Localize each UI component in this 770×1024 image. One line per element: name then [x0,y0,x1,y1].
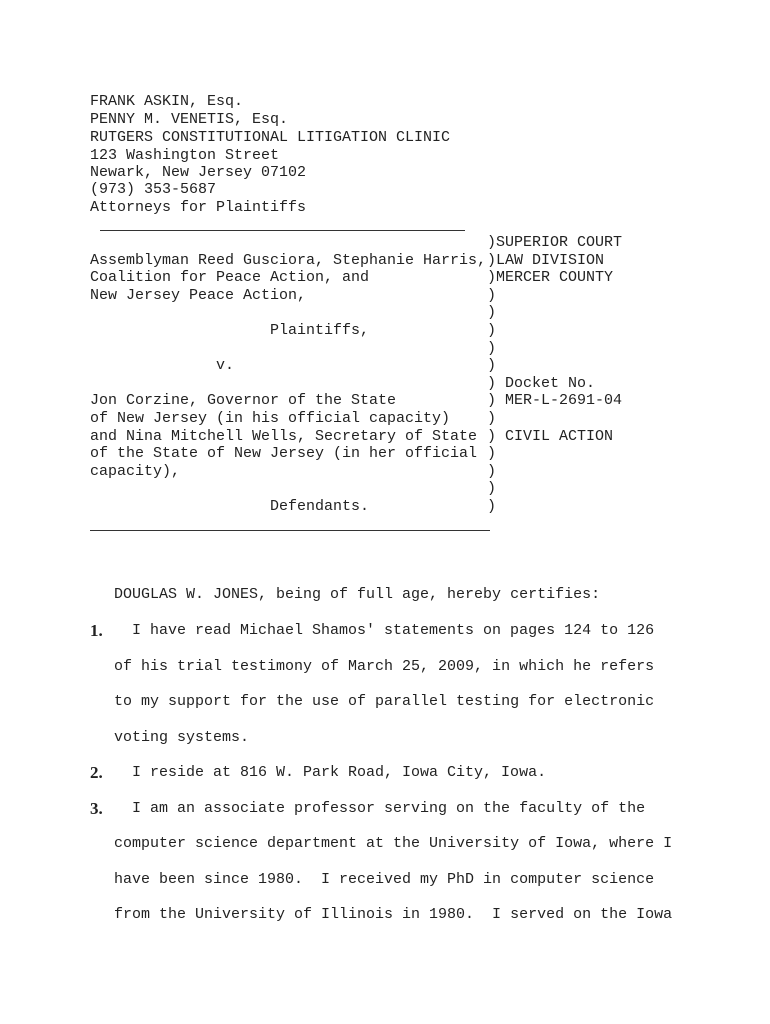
caption-party-line: and Nina Mitchell Wells, Secretary of State [90,427,478,445]
caption-court-line: ) Docket No. [487,374,596,392]
caption-court-line: ) [487,498,497,515]
caption-court-line: )SUPERIOR COURT [487,234,623,251]
paragraph-number: 3. [90,798,103,818]
caption-court-line: )MERCER COUNTY [487,269,614,287]
caption-party-line: Defendants. [90,498,370,515]
paragraph-line: to my support for the use of parallel testing for electronic [114,693,655,710]
caption-party-line: Coalition for Peace Action, and [90,269,370,287]
header-line: 123 Washington Street [90,147,280,164]
paragraph-number: 2. [90,763,103,782]
caption-court-line: ) MER-L-2691-04 [487,392,623,410]
paragraph-line: from the University of Illinois in 1980. I served on the Iowa [114,906,673,923]
certification-intro: DOUGLAS W. JONES, being of full age, hereby certifies: [114,586,601,603]
caption-court-line: ) [487,286,497,304]
paragraph-line: I have read Michael Shamos' statements on pages 124 to 126 [132,622,655,639]
caption-court-line: ) [487,462,497,480]
caption-court-line: ) CIVIL ACTION [487,427,614,445]
caption-court-line: )LAW DIVISION [487,251,605,269]
paragraph-number: 1. [90,621,103,640]
caption-party-line: capacity), [90,462,181,480]
caption-court-line: ) [487,445,497,463]
header-line: PENNY M. VENETIS, Esq. [90,111,289,128]
paragraph-line: computer science department at the University of Iowa, where I [114,835,673,852]
header-line: Newark, New Jersey 07102 [90,164,307,181]
caption-party-line: of New Jersey (in his official capacity) [90,410,451,427]
paragraph-line: I am an associate professor serving on the faculty of the [132,799,646,817]
paragraph-line: voting systems. [114,728,250,746]
caption-court-line: ) [487,304,497,322]
caption-party-line: Assemblyman Reed Gusciora, Stephanie Harris, [90,251,487,269]
caption-court-line: ) [487,410,497,427]
header-line: FRANK ASKIN, Esq. [90,93,244,110]
caption-party-line: v. [90,357,235,375]
paragraph-line: of his trial testimony of March 25, 2009, in which he refers [114,657,655,675]
caption-court-line: ) [487,357,497,375]
caption-party-line: Jon Corzine, Governor of the State [90,392,397,410]
caption-bottom-rule [90,530,490,531]
caption-party-line: of the State of New Jersey (in her official [90,445,478,463]
header-line: Attorneys for Plaintiffs [90,199,307,216]
header-line: (973) 353-5687 [90,181,217,198]
header-line: RUTGERS CONSTITUTIONAL LITIGATION CLINIC [90,129,451,146]
caption-court-line: ) [487,339,497,357]
caption-party-line: Plaintiffs, [90,322,370,339]
paragraph-line: have been since 1980. I received my PhD in computer science [114,870,655,888]
caption-top-rule [100,230,465,231]
paragraph-line: I reside at 816 W. Park Road, Iowa City, Iowa. [132,764,547,781]
caption-court-line: ) [487,480,497,498]
caption-court-line: ) [487,322,497,339]
caption-party-line: New Jersey Peace Action, [90,286,307,304]
